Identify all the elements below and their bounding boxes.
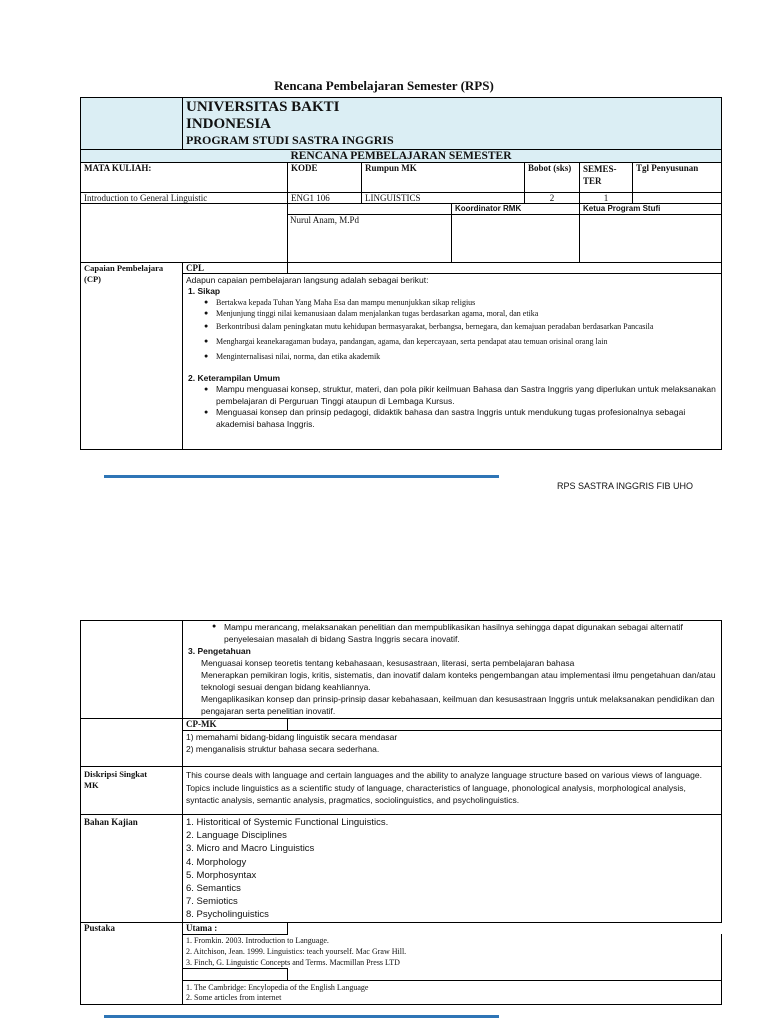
bahan-row xyxy=(81,815,722,923)
cpmk-label: CP-MK xyxy=(183,719,288,731)
list-item: Mengaplikasikan konsep dan prinsip-prinsip dasar kebahasaan, keilmuan dan kesusastraan Inggris untuk melaksanakan pendidikan dan pengajaran serta penelitian inovatif. xyxy=(201,694,715,716)
cpl-content xyxy=(183,274,722,450)
list-item: 4. Morphology xyxy=(186,856,247,868)
course-semester: 1 xyxy=(580,193,633,204)
keterampilan-list xyxy=(186,384,718,430)
koordinator-label: Koordinator RMK xyxy=(452,204,580,215)
pendukung-empty xyxy=(288,968,722,980)
kode-header: KODE xyxy=(288,163,362,193)
list-item: ● Berkontribusi dalam peningkatan mutu kehidupan bermasyarakat, berbangsa, bernegara, dan kemajuan peradaban berdasarkan Pancasila xyxy=(216,321,718,332)
course-row xyxy=(81,193,722,204)
university-name-line2: INDONESIA xyxy=(186,116,272,132)
keterampilan-list-continued xyxy=(186,621,718,645)
bobot-header: Bobot (sks) xyxy=(525,163,580,193)
cpl-empty xyxy=(288,263,722,274)
list-item: 1. The Cambridge: Encylopedia of the English Language xyxy=(186,982,369,992)
deskripsi-text: This course deals with language and certain languages and the ability to analyze language structure based on various views of language. Topics include linguistics as a scientific study of language, characteristics of language, phonological analysis, morphological analysis, syntactic analysis, semantic analysis, pragmatics, sociolinguistics, and psycholinguistics. xyxy=(183,767,722,815)
list-item: Menerapkan pemikiran logis, kritis, sistematis, dan inovatif dalam konteks pengembangan atau implementasi ilmu pengetahuan dan/atau teknologi sesuai dengan bidang keahliannya. xyxy=(201,670,716,692)
rps-title-row xyxy=(81,150,722,163)
rumpun-header: Rumpun MK xyxy=(362,163,525,193)
rps-table-page2 xyxy=(80,620,722,1005)
list-item: ● Bertakwa kepada Tuhan Yang Maha Esa dan mampu menunjukkan sikap religius xyxy=(216,297,718,308)
deskripsi-label-line2: MK xyxy=(84,780,99,790)
mata-kuliah-header: MATA KULIAH: xyxy=(81,163,288,193)
cpl-continued-content xyxy=(183,621,722,719)
course-code: ENG1 106 xyxy=(288,193,362,204)
university-name: UNIVERSITAS BAKTI xyxy=(186,99,340,115)
keterampilan-heading: 2. Keterampilan Umum xyxy=(188,373,281,383)
rps-title: RENCANA PEMBELAJARAN SEMESTER xyxy=(81,150,722,163)
column-header-row xyxy=(81,163,722,193)
cp-intro: Adapun capaian pembelajaran langsung adalah sebagai berikut: xyxy=(186,275,429,285)
institution-cell xyxy=(183,98,722,150)
cp-label-line2: (CP) xyxy=(84,274,101,284)
footer-line xyxy=(104,475,499,478)
pustaka-label: Pustaka xyxy=(81,922,183,1004)
program-name: PROGRAM STUDI SASTRA INGGRIS xyxy=(186,133,394,147)
deskripsi-label-line1: Diskripsi Singkat xyxy=(84,769,148,779)
authority-label-cell xyxy=(81,204,288,263)
utama-empty xyxy=(288,922,722,934)
utama-label: Utama : xyxy=(183,922,288,934)
course-rumpun: LINGUISTICS xyxy=(362,193,525,204)
list-item: 6. Semantics xyxy=(186,883,241,895)
pendukung-label-box xyxy=(183,968,288,980)
pendukung-list xyxy=(183,980,722,1004)
list-item: 7. Semiotics xyxy=(186,896,238,908)
cpmk-empty xyxy=(288,719,722,731)
course-tgl xyxy=(633,193,722,204)
list-item: ● Mampu menguasai konsep, struktur, materi, dan pola pikir keilmuan Bahasa dan Sastra Inggris yang diperlukan untuk melaksanakan pembelajaran di Perguruan Tinggi ataupun di Lembaga Kursus. xyxy=(216,384,718,407)
document-title: Rencana Pembelajaran Semester (RPS) xyxy=(274,78,494,93)
cpl-continued-row xyxy=(81,621,722,719)
deskripsi-label xyxy=(81,767,183,815)
footer-line-page2 xyxy=(104,1015,499,1018)
cp-label xyxy=(81,263,183,450)
kaprodi-sign xyxy=(580,215,722,263)
sikap-list xyxy=(186,297,718,362)
deskripsi-row xyxy=(81,767,722,815)
list-item: 1) memahami bidang-bidang linguistik secara mendasar xyxy=(186,732,398,742)
list-item: ● Menguasai konsep dan prinsip pedagogi, didaktik bahasa dan sastra Inggris untuk mendukung tugas profesionalnya sebagai akademisi bahasa Inggris. xyxy=(216,407,718,430)
cpl-label-row xyxy=(81,263,722,274)
pustaka-utama-label-row xyxy=(81,922,722,934)
list-item: 5. Morphosyntax xyxy=(186,869,257,881)
authority-header-row xyxy=(81,204,722,215)
list-item: Menguasai konsep teoretis tentang kebahasaan, kesusastraan, literasi, serta pembelajaran bahasa xyxy=(201,658,575,668)
bahan-label: Bahan Kajian xyxy=(81,815,183,923)
cp-continued-label xyxy=(81,621,183,719)
list-item: 3. Finch, G. Linguistic Concepts and Terms. Macmillan Press LTD xyxy=(186,957,400,967)
cpmk-content xyxy=(183,731,722,767)
header-row xyxy=(81,98,722,150)
list-item: ● Menghargai keanekaragaman budaya, pandangan, agama, dan kepercayaan, serta pendapat atau temuan orisinal orang lain xyxy=(216,336,718,347)
list-item: 8. Psycholinguistics xyxy=(186,909,269,921)
course-name: Introduction to General Linguistic xyxy=(81,193,288,204)
utama-list xyxy=(183,934,722,968)
pengetahuan-list xyxy=(186,657,718,717)
list-item: 3. Micro and Macro Linguistics xyxy=(186,843,315,855)
kaprodi-label: Ketua Program Stufi xyxy=(580,204,722,215)
list-item: 1. Historitical of Systemic Functional Linguistics. xyxy=(186,817,389,828)
list-item: 2. Language Disciplines xyxy=(186,830,287,842)
rps-table-page1 xyxy=(80,97,722,450)
bahan-list xyxy=(183,815,722,923)
koordinator-sign xyxy=(452,215,580,263)
list-item: ● Menginternalisasi nilai, norma, dan etika akademik xyxy=(216,351,718,362)
list-item: ● Menjunjung tinggi nilai kemanusiaan dalam menjalankan tugas berdasarkan agama, moral, dan etika xyxy=(216,308,718,319)
list-item: 1. Fromkin. 2003. Introduction to Language. xyxy=(186,935,329,945)
cpmk-label-row xyxy=(81,719,722,731)
list-item: ● Mampu merancang, melaksanakan penelitian dan mempublikasikan hasilnya sehingga dapat digunakan sebagai alternatif penyelesaian masalah di bidang Sastra Inggris secara inovatif. xyxy=(224,621,718,645)
semester-header: SEMES-TER xyxy=(580,163,633,193)
list-item: 2) menganalisis struktur bahasa secara sederhana. xyxy=(186,744,380,754)
footer-text: RPS SASTRA INGGRIS FIB UHO xyxy=(557,481,694,491)
course-bobot: 2 xyxy=(525,193,580,204)
pengetahuan-heading: 3. Pengetahuan xyxy=(188,646,251,656)
list-item: 2. Some articles from internet xyxy=(186,993,282,1003)
logo-cell xyxy=(81,98,183,150)
cpmk-left xyxy=(81,719,183,767)
cp-label-line1: Capaian Pembelajara xyxy=(84,263,164,273)
list-item: 2. Aitchison, Jean. 1999. Linguistics: teach yourself. Mac Graw Hill. xyxy=(186,946,407,956)
sikap-heading: 1. Sikap xyxy=(188,286,221,296)
cpl-label: CPL xyxy=(183,263,288,274)
pengembang-header xyxy=(288,204,452,215)
tgl-penyusunan-header: Tgl Penyusunan xyxy=(633,163,722,193)
dosen-name: Nurul Anam, M.Pd xyxy=(288,215,452,263)
